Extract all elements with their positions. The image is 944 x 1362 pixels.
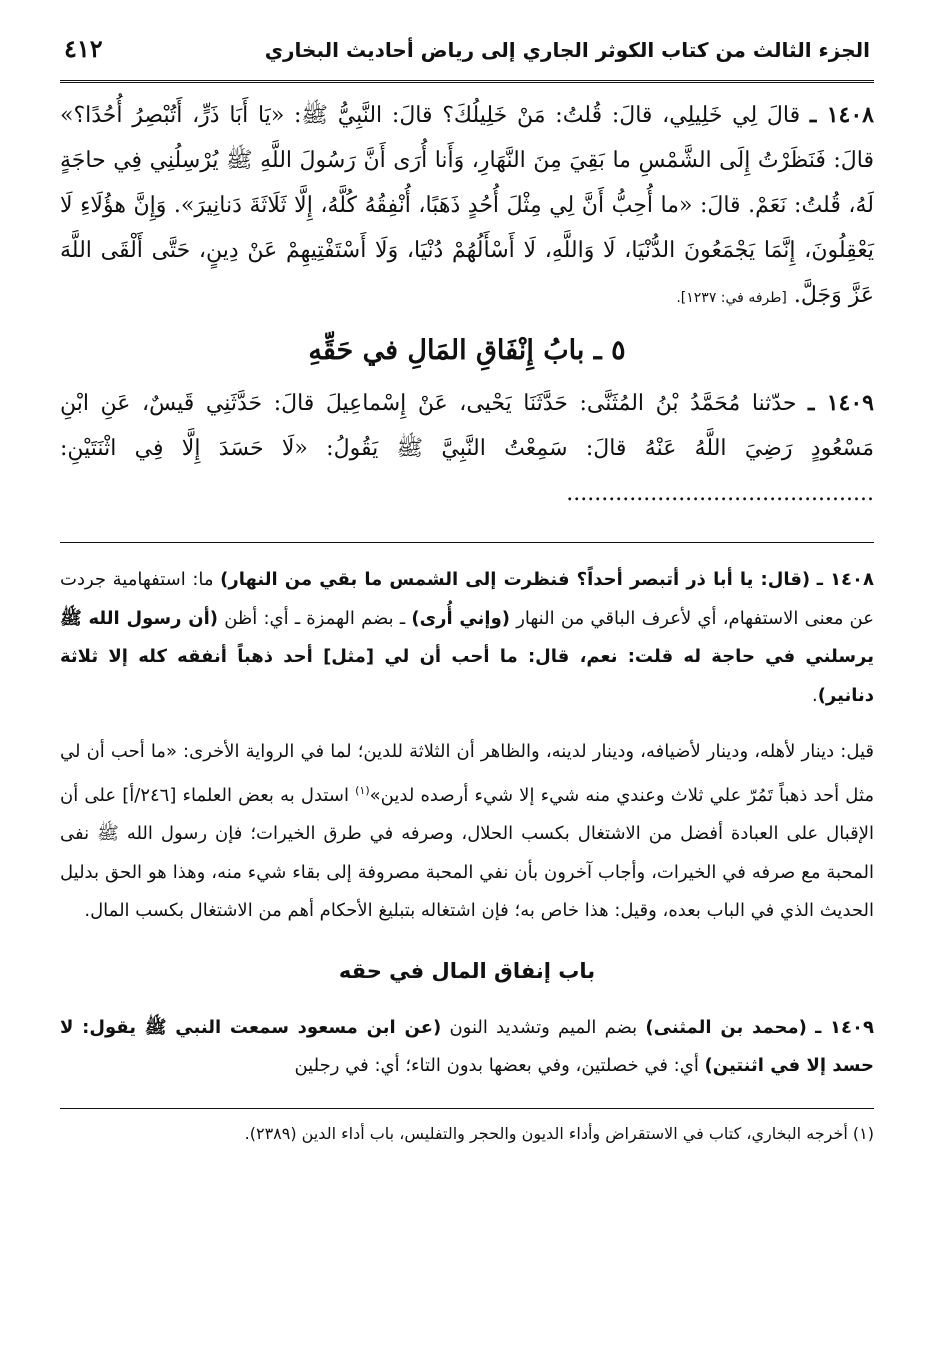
footnote-divider <box>60 1108 874 1109</box>
commentary-1409-text-1: بضم الميم وتشديد النون <box>441 1016 646 1038</box>
hadith-1408-body: قالَ لِي خَلِيلِي، قالَ: قُلتُ: مَنْ خَلِيلُكَ؟ قالَ: النَّبِيُّ ﷺ: «يَا أَبَا ذَرٍّ، أَتُبْصِرُ أُحُدًا؟» قالَ: فَنَظَرْتُ إِلَى الشَّمْسِ ما بَقِيَ مِنَ النَّهَارِ، وَأَنا أُرَى أَنَّ رَسُولَ اللَّهِ ﷺ يُرْسِلُنِي فِي حاجَةٍ لَهُ، قُلتُ: نَعَمْ. قالَ: «ما أُحِبُّ أَنَّ لِي مِثْلَ أُحُدٍ ذَهَبًا، أُنْفِقُهُ كُلَّهُ، إِلَّا ثَلَاثَةَ دَنانِيرَ». وَإِنَّ هؤُلَاءِ لَا يَعْقِلُونَ، إِنَّمَا يَجْمَعُونَ الدُّنْيَا، لَا وَاللَّهِ، لَا أَسْأَلُهُمْ دُنْيَا، وَلَا أَسْتَفْتِيهِمْ عَنْ دِينٍ، حَتَّى أَلْقَى اللَّهَ عَزَّ وَجَلَّ. <box>60 103 874 308</box>
chapter-title: ٥ ـ بابُ إِنْفَاقِ المَالِ في حَقِّهِ <box>308 335 626 366</box>
commentary-chapter-title: باب إنفاق المال في حقه <box>338 958 596 983</box>
footnotes <box>60 1119 874 1149</box>
hadith-1409-number: ١٤٠٩ ـ <box>808 390 874 416</box>
hadith-1409-text <box>60 381 874 516</box>
commentary-1408-quote-1: (قال: يا أبا ذر أتبصر أحداً؟ فنظرت إلى الشمس ما بقي من النهار) <box>220 569 811 590</box>
hadith-1408 <box>60 93 874 321</box>
commentary-paragraph-1 <box>60 561 874 715</box>
commentary-1408-number: ١٤٠٨ ـ <box>816 569 875 590</box>
hadith-1408-number: ١٤٠٨ ـ <box>809 102 874 128</box>
commentary-1409-quote-1: (محمد بن المثنى) <box>645 1016 807 1038</box>
commentary-p2-text: قيل: دينار لأهله، ودينار لأضيافه، ودينار لدينه، والظاهر أن الثلاثة للدين؛ لما في الرواية الأخرى: «ما أحب أن لي مثل أحد ذهباً تَمُرّ علي ثلاث وعندي منه شيء إلا شيء أرصده لدين» <box>60 741 875 806</box>
footnote-marker[interactable]: (١) <box>355 783 370 797</box>
page-number: ٤١٢ <box>64 34 103 63</box>
commentary-p2-rest: استدل به بعض العلماء [٢٤٦/أ] على أن الإقبال على العبادة أفضل من الاشتغال بكسب الحلال، وصرفه في طرق الخيرات؛ فإن رسول الله ﷺ نفى المحبة مع صرفه في الخيرات، وأجاب آخرون بأن نفي المحبة مصروفة إلى بقاء شيء منه، وهذا هو الحق بدليل الحديث الذي في الباب بعده، وقيل: هذا خاص به؛ فإن اشتغاله بتبليغ الأحكام أهم من الاشتغال بكسب المال. <box>60 784 874 921</box>
commentary-paragraph-2 <box>60 733 874 931</box>
commentary <box>60 561 874 1086</box>
hadith-1409-body: حدّثنا مُحَمَّدُ بْنُ المُثَنَّى: حَدَّثَنَا يَحْيى، عَنْ إِسْماعِيلَ قالَ: حَدَّثَنِي قَيسٌ، عَنِ ابْنِ مَسْعُودٍ رَضِيَ اللَّهُ عَنْهُ قالَ: سَمِعْتُ النَّبِيَّ ﷺ يَقُولُ: «لَا حَسَدَ إِلَّا فِي اثْنَتَيْنِ: ............................................ <box>60 391 874 506</box>
commentary-1408-text-1: ما: استفهامية جردت عن معنى الاستفهام، أي لأعرف الباقي من النهار <box>60 569 875 629</box>
commentary-1409-number: ١٤٠٩ ـ <box>815 1016 874 1038</box>
paragraph-gap <box>60 715 874 733</box>
text-commentary-divider <box>60 542 874 543</box>
commentary-1408-text-3: . <box>811 684 818 706</box>
footnote-1: (١) أخرجه البخاري، كتاب في الاستقراض وأداء الديون والحجر والتفليس، باب أداء الدين (٢٣٨٩). <box>244 1123 874 1143</box>
commentary-1408-quote-3: (أن رسول الله ﷺ يرسلني في حاجة له قلت: نعم، قال: ما أحب أن لي [مثل] أحد ذهباً أنفقه كله إلا ثلاثة دنانير) <box>60 607 874 706</box>
book-page <box>60 34 874 1149</box>
commentary-1408-text-2: ـ بضم الهمزة ـ أي: أظن <box>217 607 412 629</box>
commentary-1409-text-2: أي: في خصلتين، وفي بعضها بدون التاء؛ أي: في رجلين <box>294 1055 705 1076</box>
commentary-1409-quote-2: (عن ابن مسعود سمعت النبي ﷺ يقول: لا حسد إلا في اثنتين) <box>60 1016 874 1076</box>
header-title: الجزء الثالث من كتاب الكوثر الجاري إلى رياض أحاديث البخاري <box>264 38 870 62</box>
commentary-1408-quote-2: (وإني أُرى) <box>411 607 510 629</box>
hadith-1409 <box>60 381 874 516</box>
hadith-1408-ref: [طرفه في: ١٢٣٧]. <box>676 290 787 306</box>
commentary-paragraph-3 <box>60 1009 874 1086</box>
hadith-1408-text <box>60 93 874 321</box>
running-header <box>60 34 874 83</box>
